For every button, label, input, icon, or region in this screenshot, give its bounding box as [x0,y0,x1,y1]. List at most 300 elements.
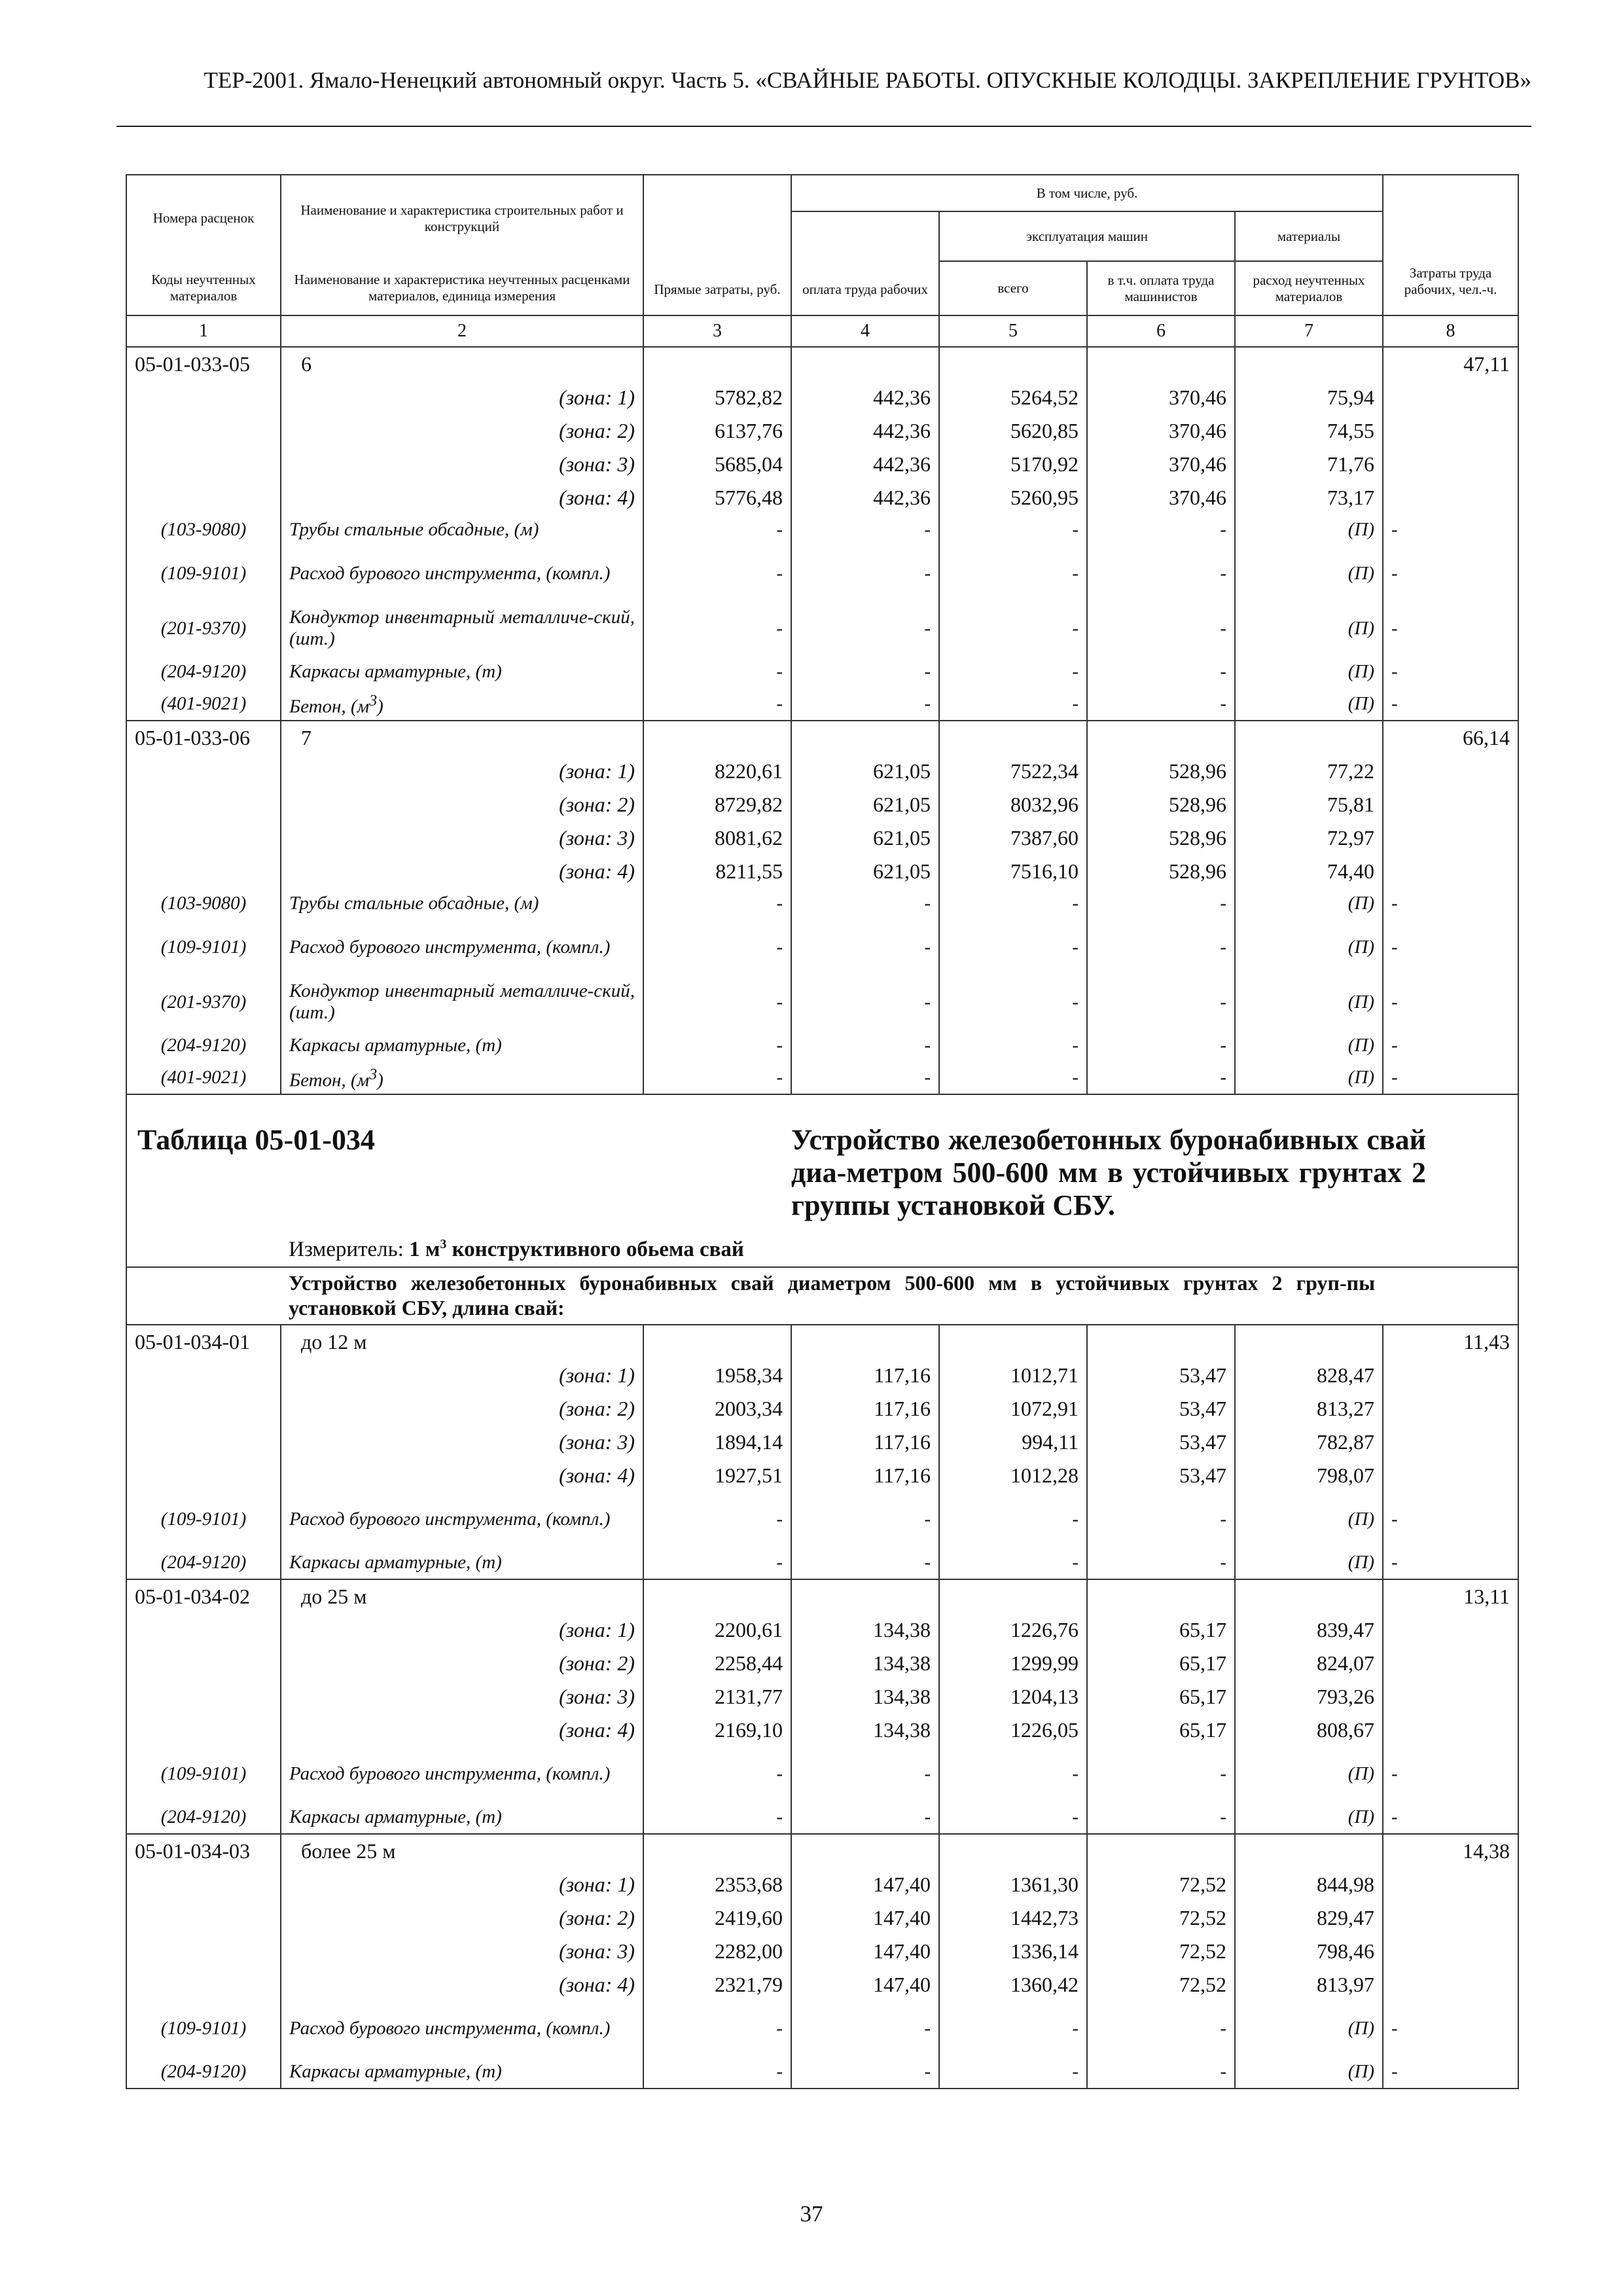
dash-cell: - [1087,888,1235,920]
dash-cell: - [939,1801,1087,1834]
dash-cell: - [643,601,791,656]
machine-cost: 7516,10 [939,854,1087,888]
empty-cell [1383,1713,1518,1746]
machine-cost: 1361,30 [939,1867,1087,1901]
operator-pay: 65,17 [1087,1679,1235,1713]
material-cost: 808,67 [1235,1713,1383,1746]
dash-cell-left: - [1383,656,1518,688]
operator-pay: 72,52 [1087,1934,1235,1967]
header-rule [116,126,1531,127]
zone-row [126,1425,1518,1458]
dash-cell: - [1087,601,1235,656]
empty-cell [1383,821,1518,854]
material-row [126,1492,1518,1547]
operator-pay: 53,47 [1087,1458,1235,1492]
empty-cell [1383,414,1518,447]
material-code: (109-9101) [126,546,281,601]
worker-pay: 442,36 [791,480,939,514]
dash-cell: - [939,1492,1087,1547]
operator-pay: 370,46 [1087,380,1235,414]
material-row [126,1801,1518,1834]
project-mark: (П) [1235,2056,1383,2089]
material-cost: 813,27 [1235,1391,1383,1425]
rate-row [126,721,1518,754]
machine-cost: 1012,71 [939,1358,1087,1391]
worker-pay: 621,05 [791,821,939,854]
dash-cell-left: - [1383,975,1518,1030]
empty-cell [1087,1579,1235,1613]
column-number-1: 1 [126,315,281,347]
machine-cost: 7522,34 [939,754,1087,787]
dash-cell: - [939,2056,1087,2089]
dash-cell: - [1087,1492,1235,1547]
material-name-text: Расход бурового инструмента, (компл.) [289,1763,611,1784]
dash-cell-left: - [1383,546,1518,601]
dash-cell: - [1087,1030,1235,1062]
operator-pay: 53,47 [1087,1391,1235,1425]
empty-cell [643,721,791,754]
zone-row [126,447,1518,480]
zone-label: (зона: 3) [281,447,643,480]
direct-cost: 2353,68 [643,1867,791,1901]
material-code: (103-9080) [126,888,281,920]
empty-cell [1383,1934,1518,1967]
running-head: ТЕР-2001. Ямало-Ненецкий автономный округ. Часть 5. «СВАЙНЫЕ РАБОТЫ. ОПУСКНЫЕ КОЛОДЦЫ. ЗАКРЕПЛЕНИЕ ГРУНТОВ» [204,67,1531,93]
material-cost: 829,47 [1235,1901,1383,1934]
dash-cell: - [791,688,939,721]
worker-pay: 117,16 [791,1458,939,1492]
material-cost: 71,76 [1235,447,1383,480]
labor-cost: 13,11 [1383,1579,1518,1613]
project-mark: (П) [1235,920,1383,975]
column-number-7: 7 [1235,315,1383,347]
header-col6: в т.ч. оплата труда машинистов [1087,261,1235,315]
material-name [281,601,643,656]
material-name [281,546,643,601]
zone-label: (зона: 3) [281,821,643,854]
zone-label: (зона: 1) [281,754,643,787]
zone-row [126,414,1518,447]
empty-cell [1383,480,1518,514]
empty-cell [1087,721,1235,754]
header-col1-top: Номера расценок [126,175,281,261]
column-number-4: 4 [791,315,939,347]
project-mark: (П) [1235,1492,1383,1547]
direct-cost: 8081,62 [643,821,791,854]
empty-cell [126,1358,281,1391]
zone-label: (зона: 2) [281,1646,643,1679]
dash-cell: - [643,688,791,721]
direct-cost: 6137,76 [643,414,791,447]
direct-cost: 2169,10 [643,1713,791,1746]
empty-cell [1383,1613,1518,1646]
direct-cost: 2321,79 [643,1967,791,2001]
material-row [126,920,1518,975]
operator-pay: 370,46 [1087,447,1235,480]
material-row [126,888,1518,920]
empty-cell [1383,1425,1518,1458]
dash-cell-left: - [1383,920,1518,975]
empty-cell [126,1425,281,1458]
measure-prefix: Измеритель: [289,1238,410,1261]
empty-cell [126,1934,281,1967]
project-mark: (П) [1235,975,1383,1030]
dash-cell: - [791,1062,939,1094]
material-code: (204-9120) [126,656,281,688]
dash-cell: - [643,656,791,688]
direct-cost: 2003,34 [643,1391,791,1425]
empty-cell [1383,1267,1518,1325]
material-unit-power: 3 [369,692,378,710]
worker-pay: 134,38 [791,1713,939,1746]
material-code: (204-9120) [126,1030,281,1062]
material-row [126,2056,1518,2089]
material-name-text: Каркасы арматурные, (т) [289,1552,502,1573]
header-col7: расход неучтенных материалов [1235,261,1383,315]
machine-cost: 1012,28 [939,1458,1087,1492]
zone-row [126,1967,1518,2001]
empty-cell [126,447,281,480]
material-row [126,546,1518,601]
empty-cell [1383,1867,1518,1901]
project-mark: (П) [1235,688,1383,721]
direct-cost: 2131,77 [643,1679,791,1713]
material-name [281,1547,643,1579]
group-head: Устройство железобетонных буронабивных свай диаметром 500-600 мм в устойчивых грунтах 2 груп-пы установкой СБУ, длина свай: [281,1267,1383,1325]
dash-cell-left: - [1383,688,1518,721]
dash-cell: - [791,1492,939,1547]
dash-cell: - [1087,2001,1235,2056]
operator-pay: 370,46 [1087,480,1235,514]
zone-label: (зона: 2) [281,1391,643,1425]
page-number: 37 [800,2201,823,2227]
empty-cell [1383,854,1518,888]
operator-pay: 53,47 [1087,1358,1235,1391]
empty-cell [126,787,281,821]
zone-label: (зона: 3) [281,1679,643,1713]
material-row [126,1062,1518,1094]
empty-cell [1383,447,1518,480]
worker-pay: 442,36 [791,380,939,414]
empty-cell [1383,1458,1518,1492]
material-code: (401-9021) [126,688,281,721]
operator-pay: 65,17 [1087,1613,1235,1646]
material-name-text: Кондуктор инвентарный металличе-ский, (шт.) [289,607,635,649]
zone-label: (зона: 4) [281,1713,643,1746]
dash-cell-left: - [1383,1547,1518,1579]
material-name [281,1492,643,1547]
dash-cell-left: - [1383,2001,1518,2056]
zone-row [126,1867,1518,1901]
dash-cell: - [791,1030,939,1062]
zone-row [126,754,1518,787]
dash-cell: - [939,601,1087,656]
operator-pay: 528,96 [1087,787,1235,821]
dash-cell: - [643,1801,791,1834]
rate-row [126,1579,1518,1613]
material-code: (201-9370) [126,975,281,1030]
operator-pay: 528,96 [1087,821,1235,854]
dash-cell: - [643,2001,791,2056]
material-cost: 77,22 [1235,754,1383,787]
empty-cell [126,1679,281,1713]
material-name-text: Каркасы арматурные, (т) [289,661,502,682]
dash-cell: - [643,888,791,920]
direct-cost: 2258,44 [643,1646,791,1679]
empty-cell [1383,380,1518,414]
zone-row [126,1646,1518,1679]
zone-row [126,1679,1518,1713]
rate-code: 05-01-034-01 [126,1325,281,1358]
worker-pay: 117,16 [791,1425,939,1458]
material-cost: 74,40 [1235,854,1383,888]
project-mark: (П) [1235,888,1383,920]
machine-cost: 1299,99 [939,1646,1087,1679]
rates-table-wrapper [126,174,1518,2089]
section-title: Таблица 05-01-034 [137,1124,375,1156]
empty-cell [126,414,281,447]
empty-cell [126,380,281,414]
material-name-text: Расход бурового инструмента, (компл.) [289,562,611,584]
column-number-2: 2 [281,315,643,347]
worker-pay: 147,40 [791,1901,939,1934]
empty-cell [126,1713,281,1746]
rate-name: до 25 м [281,1579,643,1613]
machine-cost: 1204,13 [939,1679,1087,1713]
empty-cell [939,1834,1087,1867]
column-number-8: 8 [1383,315,1518,347]
rate-row [126,347,1518,380]
dash-cell-left: - [1383,2056,1518,2089]
empty-cell [126,1867,281,1901]
empty-cell [643,1834,791,1867]
measure-power: 3 [440,1237,447,1251]
material-code: (109-9101) [126,2001,281,2056]
dash-cell: - [643,1030,791,1062]
table-body [126,175,1518,2089]
project-mark: (П) [1235,601,1383,656]
measure-row [126,1229,1518,1267]
labor-cost: 14,38 [1383,1834,1518,1867]
machine-cost: 5260,95 [939,480,1087,514]
material-name [281,2001,643,2056]
machine-cost: 7387,60 [939,821,1087,854]
direct-cost: 8729,82 [643,787,791,821]
labor-cost: 11,43 [1383,1325,1518,1358]
material-code: (204-9120) [126,1801,281,1834]
worker-pay: 621,05 [791,754,939,787]
worker-pay: 442,36 [791,414,939,447]
worker-pay: 134,38 [791,1679,939,1713]
machine-cost: 5264,52 [939,380,1087,414]
empty-cell [791,721,939,754]
empty-cell [1383,1358,1518,1391]
empty-cell [643,1325,791,1358]
material-cost: 73,17 [1235,480,1383,514]
empty-cell [1235,1834,1383,1867]
material-code: (109-9101) [126,920,281,975]
material-row [126,1547,1518,1579]
zone-row [126,380,1518,414]
rate-code: 05-01-034-02 [126,1579,281,1613]
empty-cell [791,1834,939,1867]
direct-cost: 1894,14 [643,1425,791,1458]
measure-value-group [409,1238,744,1261]
direct-cost: 2282,00 [643,1934,791,1967]
header-col4: оплата труда рабочих [791,211,939,315]
operator-pay: 65,17 [1087,1646,1235,1679]
dash-cell-left: - [1383,601,1518,656]
operator-pay: 370,46 [1087,414,1235,447]
dash-cell: - [791,546,939,601]
empty-cell [1235,1325,1383,1358]
header-incl: В том числе, руб. [791,175,1383,211]
material-cost: 72,97 [1235,821,1383,854]
worker-pay: 147,40 [791,1934,939,1967]
direct-cost: 5685,04 [643,447,791,480]
empty-cell [1235,721,1383,754]
dash-cell: - [1087,2056,1235,2089]
empty-cell [791,347,939,380]
direct-cost: 1927,51 [643,1458,791,1492]
material-cost: 793,26 [1235,1679,1383,1713]
empty-cell [939,347,1087,380]
empty-cell [126,1613,281,1646]
material-name [281,1062,643,1094]
measure-cell [281,1229,1518,1267]
dash-cell: - [791,1746,939,1801]
material-cost: 798,07 [1235,1458,1383,1492]
dash-cell: - [939,975,1087,1030]
empty-cell [126,1391,281,1425]
material-name-text: Расход бурового инструмента, (компл.) [289,2017,611,2039]
material-code: (109-9101) [126,1492,281,1547]
worker-pay: 147,40 [791,1967,939,2001]
material-name-text: Расход бурового инструмента, (компл.) [289,936,611,958]
dash-cell: - [1087,1801,1235,1834]
empty-cell [1235,1579,1383,1613]
material-cost: 828,47 [1235,1358,1383,1391]
dash-cell: - [791,601,939,656]
project-mark: (П) [1235,656,1383,688]
dash-cell: - [791,656,939,688]
zone-row [126,1934,1518,1967]
rate-name: до 12 м [281,1325,643,1358]
zone-label: (зона: 1) [281,1613,643,1646]
section-header-row [126,1094,1518,1229]
material-name-text: Каркасы арматурные, (т) [289,2061,502,2082]
operator-pay: 72,52 [1087,1967,1235,2001]
material-cost: 782,87 [1235,1425,1383,1458]
rate-row [126,1834,1518,1867]
material-name-text: Кондуктор инвентарный металличе-ский, (шт.) [289,980,635,1023]
project-mark: (П) [1235,1030,1383,1062]
material-name [281,1030,643,1062]
empty-cell [126,1646,281,1679]
zone-label: (зона: 4) [281,1458,643,1492]
dash-cell: - [791,888,939,920]
material-row [126,2001,1518,2056]
direct-cost: 1958,34 [643,1358,791,1391]
rate-code: 05-01-034-03 [126,1834,281,1867]
material-code: (204-9120) [126,1547,281,1579]
section-description: Устройство железобетонных буронабивных свай диа-метром 500-600 мм в устойчивых грунтах 2 группы установкой СБУ. [791,1124,1427,1221]
empty-cell [126,1267,281,1325]
dash-cell: - [939,688,1087,721]
zone-label: (зона: 4) [281,854,643,888]
labor-cost: 47,11 [1383,347,1518,380]
material-name-text: Трубы стальные обсадные, (м) [289,893,539,914]
dash-cell-left: - [1383,514,1518,546]
dash-cell: - [791,1801,939,1834]
material-cost: 798,46 [1235,1934,1383,1967]
material-name [281,688,643,721]
dash-cell: - [643,514,791,546]
dash-cell: - [939,1746,1087,1801]
worker-pay: 621,05 [791,787,939,821]
rate-name: 6 [281,347,643,380]
machine-cost: 1226,05 [939,1713,1087,1746]
material-name [281,888,643,920]
column-number-5: 5 [939,315,1087,347]
material-row [126,1746,1518,1801]
rate-row [126,1325,1518,1358]
header-row-1 [126,175,1518,211]
zone-row [126,1358,1518,1391]
dash-cell: - [643,2056,791,2089]
zone-label: (зона: 2) [281,1901,643,1934]
zone-row [126,787,1518,821]
column-number-3: 3 [643,315,791,347]
operator-pay: 528,96 [1087,854,1235,888]
worker-pay: 621,05 [791,854,939,888]
zone-row [126,1458,1518,1492]
dash-cell: - [1087,546,1235,601]
zone-row [126,854,1518,888]
header-mach-group: эксплуатация машин [939,211,1235,261]
header-mat-group: материалы [1235,211,1383,261]
machine-cost: 1442,73 [939,1901,1087,1934]
material-code: (201-9370) [126,601,281,656]
dash-cell-left: - [1383,1492,1518,1547]
header-col2-top: Наименование и характеристика строительных работ и конструкций [281,175,643,261]
empty-cell [126,821,281,854]
dash-cell: - [1087,1062,1235,1094]
dash-cell: - [939,546,1087,601]
zone-row [126,1901,1518,1934]
empty-cell [126,1967,281,2001]
dash-cell: - [791,514,939,546]
material-name [281,1746,643,1801]
zone-label: (зона: 4) [281,1967,643,2001]
dash-cell: - [939,920,1087,975]
dash-cell: - [643,975,791,1030]
material-code: (204-9120) [126,2056,281,2089]
dash-cell-left: - [1383,1030,1518,1062]
dash-cell: - [939,1030,1087,1062]
dash-cell: - [939,2001,1087,2056]
rate-code: 05-01-033-06 [126,721,281,754]
zone-row [126,821,1518,854]
empty-cell [1087,1325,1235,1358]
direct-cost: 2200,61 [643,1613,791,1646]
material-unit-close: ) [377,1069,383,1091]
zone-row [126,1613,1518,1646]
zone-label: (зона: 3) [281,1425,643,1458]
machine-cost: 1072,91 [939,1391,1087,1425]
operator-pay: 53,47 [1087,1425,1235,1458]
project-mark: (П) [1235,2001,1383,2056]
